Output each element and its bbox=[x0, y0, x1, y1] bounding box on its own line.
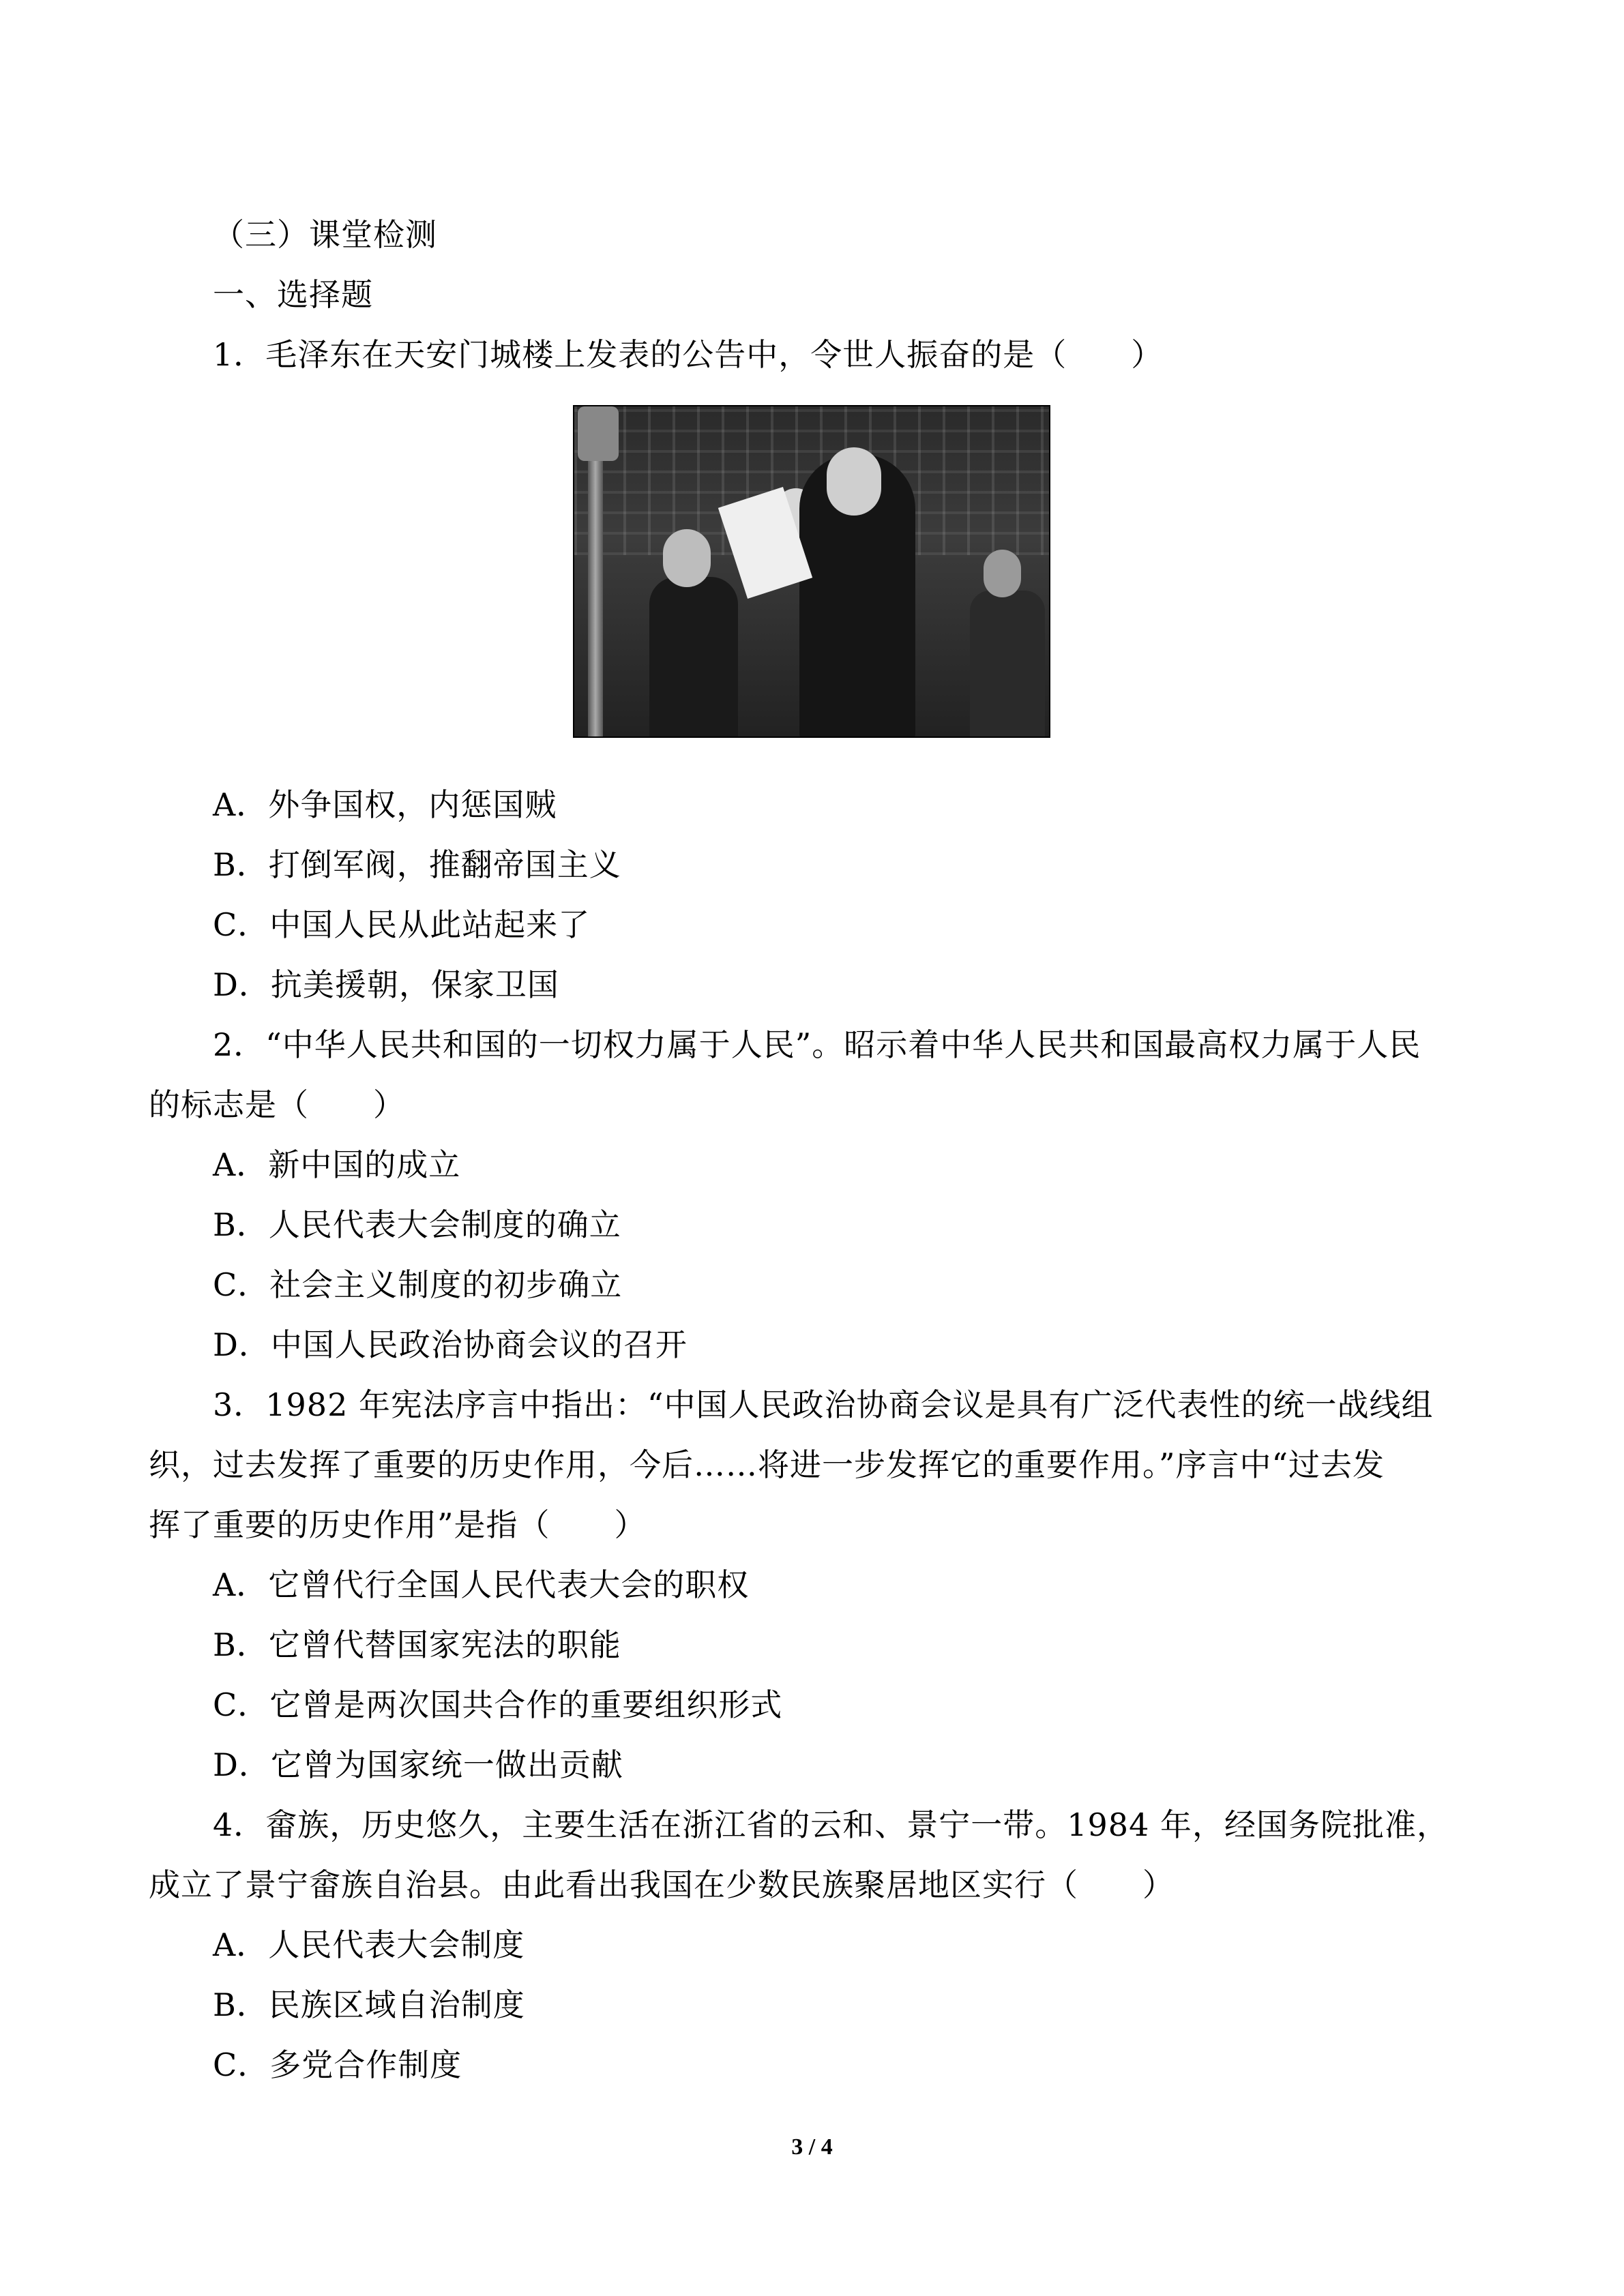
question-3-option-c: C．它曾是两次国共合作的重要组织形式 bbox=[213, 1686, 783, 1723]
question-3-option-d: D．它曾为国家统一做出贡献 bbox=[213, 1746, 623, 1783]
question-3-stem-line-1: 3．1982 年宪法序言中指出：“中国人民政治协商会议是具有广泛代表性的统一战线组 bbox=[213, 1386, 1434, 1423]
figure-right-body bbox=[970, 591, 1045, 738]
section-heading: （三）课堂检测 bbox=[213, 216, 437, 253]
question-2-option-a: A．新中国的成立 bbox=[213, 1146, 461, 1183]
question-3-option-a: A．它曾代行全国人民代表大会的职权 bbox=[213, 1566, 750, 1603]
question-3-stem-line-2: 织，过去发挥了重要的历史作用，今后……将进一步发挥它的重要作用。”序言中“过去发 bbox=[149, 1446, 1385, 1483]
question-1-option-b: B．打倒军阀，推翻帝国主义 bbox=[213, 846, 621, 883]
question-1-option-d: D．抗美援朝，保家卫国 bbox=[213, 966, 559, 1003]
question-2-option-b: B．人民代表大会制度的确立 bbox=[213, 1206, 621, 1243]
historical-photo bbox=[573, 405, 1050, 738]
page-number: 3 / 4 bbox=[791, 2134, 833, 2160]
figure-left-head bbox=[663, 529, 711, 587]
question-4-stem-line-1: 4．畲族，历史悠久，主要生活在浙江省的云和、景宁一带。1984 年，经国务院批准， bbox=[213, 1806, 1449, 1843]
question-4-option-a: A．人民代表大会制度 bbox=[213, 1926, 525, 1963]
microphone-head bbox=[578, 406, 619, 461]
figure-right-head bbox=[984, 550, 1021, 597]
question-1-option-c: C．中国人民从此站起来了 bbox=[213, 906, 591, 943]
section-subheading: 一、选择题 bbox=[213, 276, 373, 313]
question-4-option-b: B．民族区域自治制度 bbox=[213, 1986, 525, 2023]
question-4-stem-line-2: 成立了景宁畲族自治县。由此看出我国在少数民族聚居地区实行（ ） bbox=[149, 1866, 1175, 1903]
question-2-stem-line-1: 2．“中华人民共和国的一切权力属于人民”。昭示着中华人民共和国最高权力属于人民 bbox=[213, 1026, 1421, 1063]
question-1-option-a: A．外争国权，内惩国贼 bbox=[213, 786, 557, 823]
question-2-option-d: D．中国人民政治协商会议的召开 bbox=[213, 1326, 688, 1363]
figure-left-body bbox=[649, 577, 738, 738]
question-2-option-c: C．社会主义制度的初步确立 bbox=[213, 1266, 623, 1303]
question-3-stem-line-3: 挥了重要的历史作用”是指（ ） bbox=[149, 1506, 647, 1543]
question-3-option-b: B．它曾代替国家宪法的职能 bbox=[213, 1626, 621, 1663]
question-4-option-c: C．多党合作制度 bbox=[213, 2046, 462, 2083]
question-1-stem: 1．毛泽东在天安门城楼上发表的公告中，令世人振奋的是（ ） bbox=[213, 336, 1164, 373]
question-2-stem-line-2: 的标志是（ ） bbox=[149, 1086, 405, 1123]
speaker-head bbox=[827, 447, 881, 516]
